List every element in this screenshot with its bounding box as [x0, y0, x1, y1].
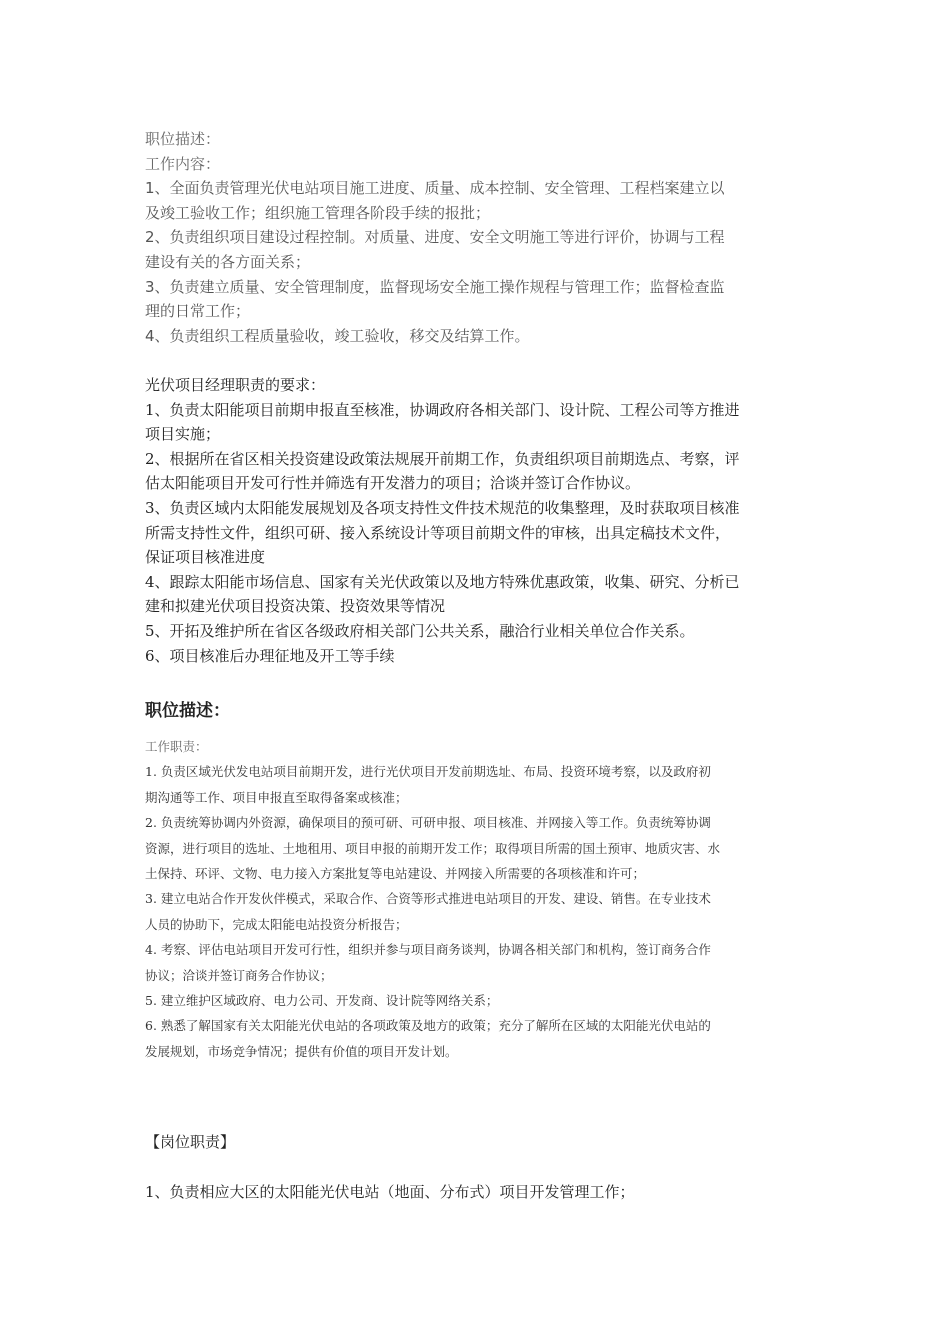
list-line: 建和拟建光伏项目投资决策、投资效果等情况 — [145, 597, 446, 616]
list-line: 2. 负责统筹协调内外资源，确保项目的预可研、可研申报、项目核准、并网接入等工作。负责统筹协调 — [145, 815, 711, 831]
list-line: 期沟通等工作、项目申报直至取得备案或核准； — [145, 789, 408, 805]
list-line: 保证项目核准进度 — [145, 548, 266, 567]
list-line: 估太阳能项目开发可行性并筛选有开发潜力的项目；洽谈并签订合作协议。 — [145, 474, 641, 493]
list-line: 5. 建立维护区域政府、电力公司、开发商、设计院等网络关系； — [145, 993, 499, 1009]
list-line: 建设有关的各方面关系； — [145, 252, 311, 271]
section-post-duties-body — [145, 1180, 810, 1204]
list-line: 协议；洽谈并签订商务合作协议； — [145, 967, 333, 983]
section-title: 【岗位职责】 — [145, 1133, 236, 1151]
section-subtitle: 工作职责： — [145, 739, 208, 754]
list-line: 6. 熟悉了解国家有关太阳能光伏电站的各项政策及地方的政策；充分了解所在区域的太阳能光伏电站的 — [145, 1018, 711, 1034]
list-line: 5、开拓及维护所在省区各级政府相关部门公共关系，融洽行业相关单位合作关系。 — [145, 621, 695, 640]
list-line: 所需支持性文件，组织可研、接入系统设计等项目前期文件的审核，出具定稿技术文件， — [145, 523, 731, 542]
section-title: 光伏项目经理职责的要求： — [145, 376, 326, 394]
list-line: 理的日常工作； — [145, 302, 251, 321]
list-line: 1、负责太阳能项目前期申报直至核准，协调政府各相关部门、设计院、工程公司等方推进 — [145, 400, 740, 419]
section-job-description-1 — [145, 127, 810, 348]
list-line: 2、根据所在省区相关投资建设政策法规展开前期工作，负责组织项目前期选点、考察，评 — [145, 449, 740, 468]
list-line: 4、负责组织工程质量验收，竣工验收，移交及结算工作。 — [145, 326, 530, 345]
list-line: 项目实施； — [145, 425, 221, 444]
list-line: 4. 考察、评估电站项目开发可行性，组织并参与项目商务谈判，协调各相关部门和机构，签订商务合作 — [145, 942, 711, 958]
list-line: 及竣工验收工作；组织施工管理各阶段手续的报批； — [145, 203, 491, 222]
section-heading: 职位描述： — [145, 701, 230, 721]
list-line: 1、全面负责管理光伏电站项目施工进度、质量、成本控制、安全管理、工程档案建立以 — [145, 179, 725, 198]
list-line: 3、负责区域内太阳能发展规划及各项支持性文件技术规范的收集整理，及时获取项目核准 — [145, 498, 740, 517]
section-subtitle: 工作内容： — [145, 154, 221, 173]
list-line: 资源，进行项目的选址、土地租用、项目申报的前期开发工作；取得项目所需的国土预审、地质灾害、水 — [145, 840, 721, 856]
list-line: 3、负责建立质量、安全管理制度，监督现场安全施工操作规程与管理工作；监督检查监 — [145, 277, 725, 296]
list-line: 人员的协助下，完成太阳能电站投资分析报告； — [145, 916, 408, 932]
section-post-duties-title — [145, 1130, 810, 1154]
list-line: 2、负责组织项目建设过程控制。对质量、进度、安全文明施工等进行评价，协调与工程 — [145, 228, 725, 247]
list-line: 发展规划，市场竞争情况；提供有价值的项目开发计划。 — [145, 1043, 458, 1059]
list-line: 6、项目核准后办理征地及开工等手续 — [145, 646, 395, 665]
section-job-duties — [145, 734, 810, 1064]
list-line: 1、负责相应大区的太阳能光伏电站（地面、分布式）项目开发管理工作； — [145, 1183, 635, 1201]
list-line: 4、跟踪太阳能市场信息、国家有关光伏政策以及地方特殊优惠政策，收集、研究、分析已 — [145, 572, 740, 591]
list-line: 土保持、环评、文物、电力接入方案批复等电站建设、并网接入所需要的各项核准和许可； — [145, 866, 646, 882]
section-title: 职位描述： — [145, 130, 221, 148]
section-pm-requirements — [145, 373, 810, 668]
list-line: 3. 建立电站合作开发伙伴模式，采取合作、合资等形式推进电站项目的开发、建设、销售。在专业技术 — [145, 891, 711, 907]
list-line: 1. 负责区域光伏发电站项目前期开发，进行光伏项目开发前期选址、布局、投资环境考察，以及政府初 — [145, 764, 711, 780]
